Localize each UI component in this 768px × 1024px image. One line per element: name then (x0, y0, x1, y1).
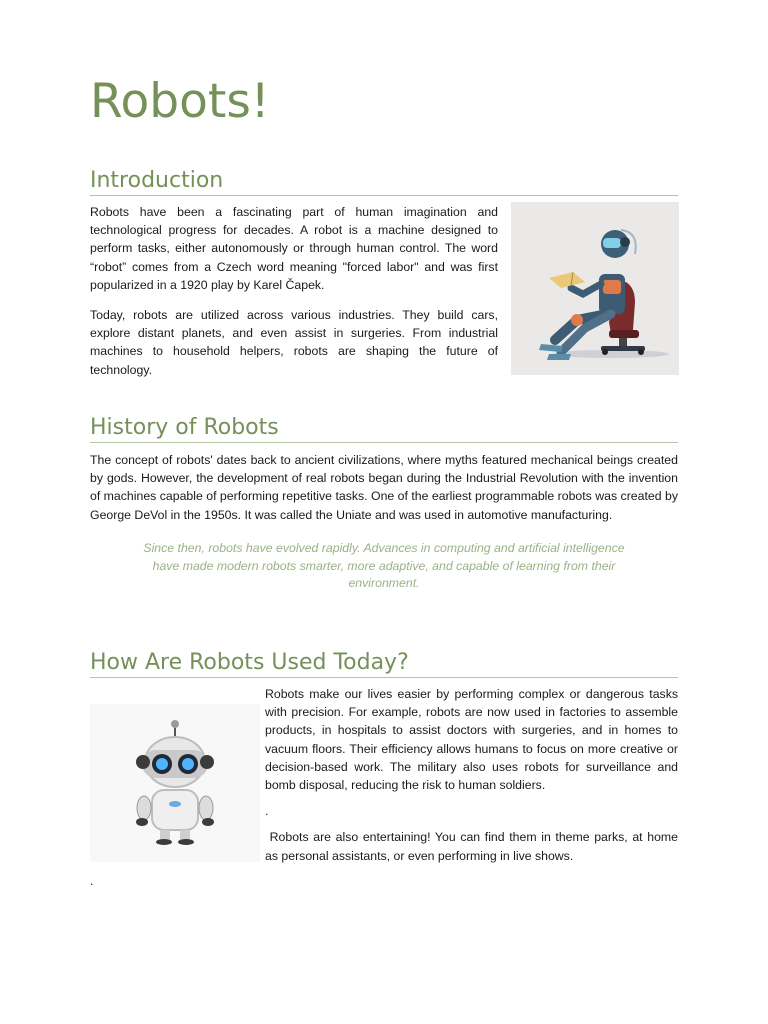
trailing-dot: . (90, 874, 94, 888)
today-paragraph-container (90, 685, 682, 865)
intro-paragraph-2: Today, robots are utilized across various industries. They build cars, explore distant planets, and even assist in surgeries. From industrial machines to household helpers, robots are shaping the future of technology. (90, 308, 498, 377)
section-heading-history: History of Robots (90, 415, 678, 443)
reading-robot-icon (511, 202, 679, 375)
reading-robot-image (511, 202, 679, 375)
section-heading-robots-today: How Are Robots Used Today? (90, 650, 678, 678)
history-quote: Since then, robots have evolved rapidly. Advances in computing and artificial intelligence have made modern robots smarter, more adaptive, and capable of learning from their environment. (143, 541, 625, 591)
today-paragraph-1: Robots make our lives easier by performing complex or dangerous tasks with precision. For example, robots are now used in factories to assemble products, in hospitals to assist doctors with surgeries, and in homes to vacuum floors. Their efficiency allows humans to focus on more creative or decision-based work. The military also uses robots for surveillance and bomb disposal, reducing the risk to human soldiers. (265, 687, 678, 793)
today-paragraph-dot: . (265, 804, 269, 819)
document-title: Robots! (90, 74, 270, 129)
cartoon-robot-icon (90, 704, 260, 862)
today-paragraph-2: Robots are also entertaining! You can find them in theme parks, at home as personal assistants, or even performing in live shows. (265, 830, 682, 863)
intro-paragraph-1: Robots have been a fascinating part of human imagination and technological progress for decades. A robot is a machine designed to perform tasks, either autonomously or through human control. The word “robot” comes from a Czech word meaning "forced labor" and was first popularized in a 1920 play by Karel Čapek. (90, 205, 498, 292)
section-heading-introduction: Introduction (90, 168, 678, 196)
cartoon-robot-image (90, 704, 260, 862)
history-paragraph: The concept of robots' dates back to ancient civilizations, where myths featured mechanical beings created by gods. However, the development of real robots began during the Industrial Revolution with the invention of machines capable of performing repetitive tasks. One of the earliest programmable robots was created by George DeVol in the 1950s. It was called the Uniate and was used in automotive manufacturing. (90, 453, 678, 522)
